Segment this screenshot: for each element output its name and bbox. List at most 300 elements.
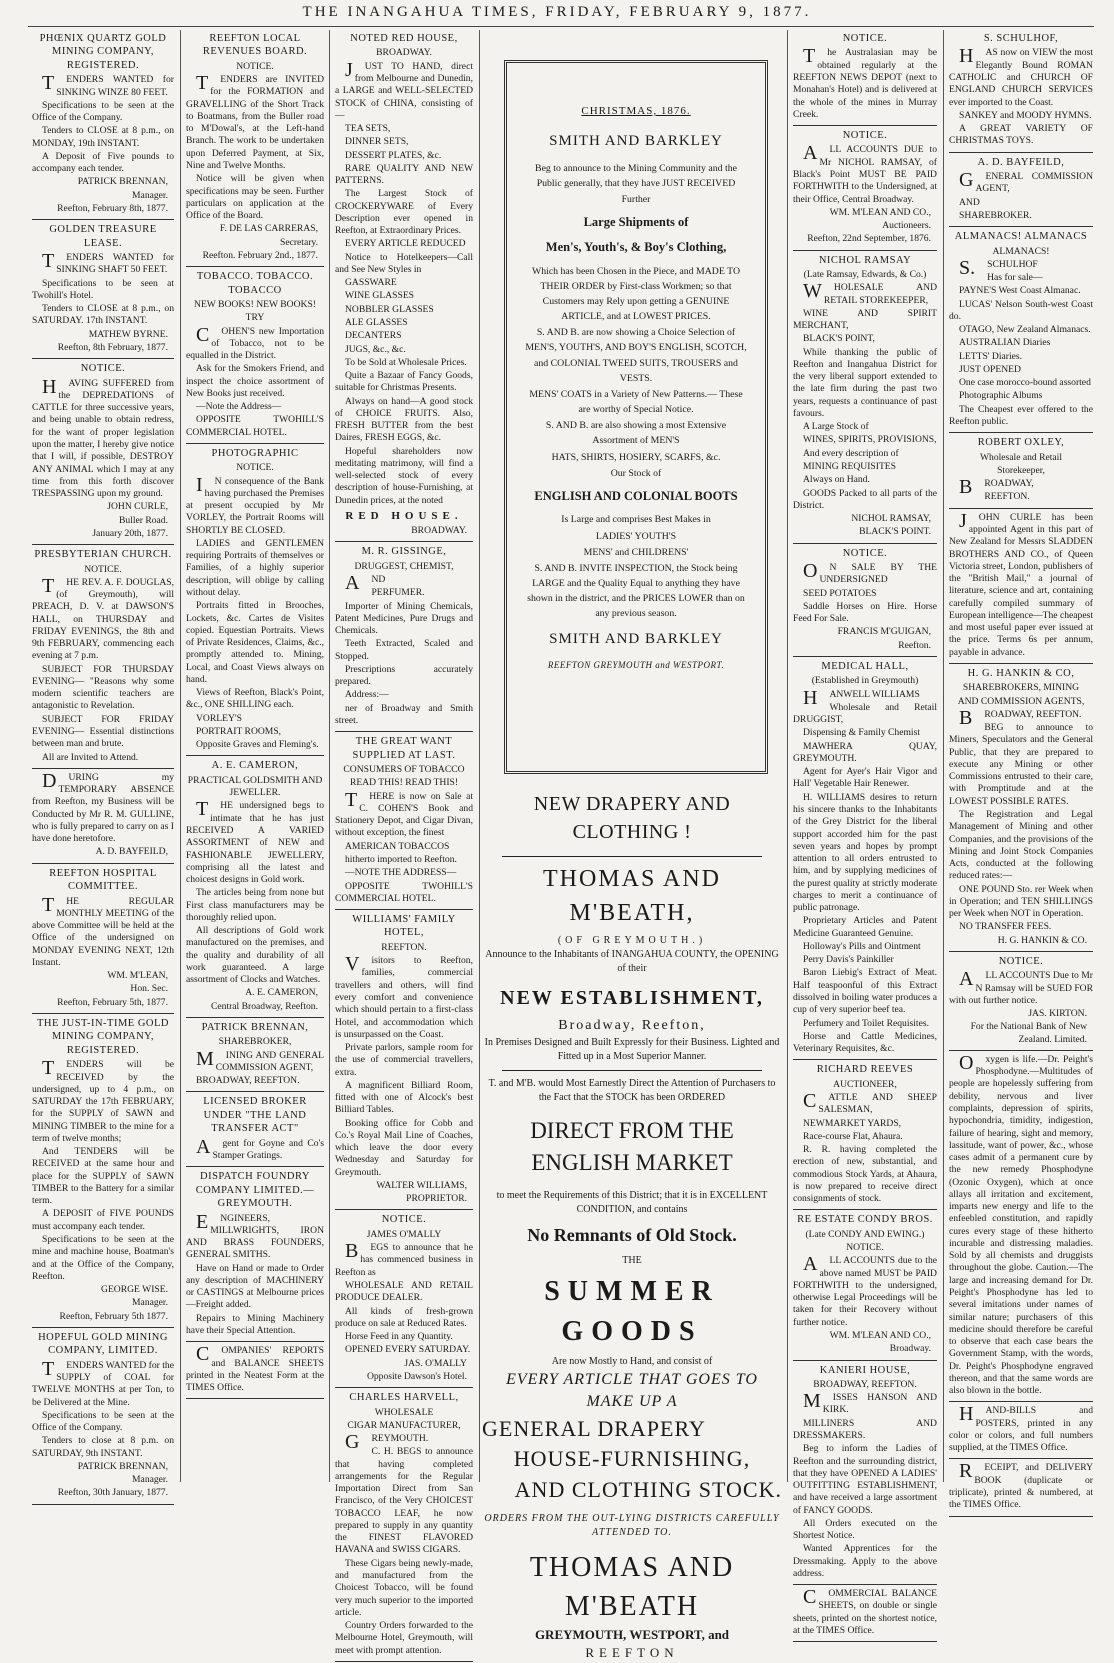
ad-signature: BROADWAY. — [411, 525, 467, 537]
ad-text: THE REGULAR MONTHLY MEETING of the above Committee will be held at the Office of the undersigned on MONDAY EVENING NEXT, 12th Instant. — [32, 893, 174, 968]
xmas-line: S. AND B. are now showing a Choice Selection of MEN'S, YOUTH'S, AND BOY'S ENGLISH, SCOTCH, and COLONIAL TWEED SUITS, TROUSERS and VESTS. — [525, 327, 747, 384]
advertisement — [793, 254, 937, 544]
ad-text: THE undersigned begs to intimate that he has just RECEIVED A VARIED ASSORTMENT of NEW and FASHIONABLE JEWELLERY, comprising all the latest and choicest designs in Gold work. — [186, 798, 324, 886]
ad-text: WHOLESALE AND RETAIL PRODUCE DEALER. — [335, 1279, 473, 1304]
ad-text: GOODS Packed to all parts of the District. — [793, 487, 937, 511]
ad-text: TENDERS WANTED for the SUPPLY of COAL for TWELVE MONTHS at per Ton, to be Delivered at the Mine. — [32, 1357, 174, 1408]
advertisement — [949, 436, 1093, 509]
ad-text: BROADWAY, REEFTON. — [959, 706, 1082, 729]
ad-signature: Reefton, 8th February, 1877. — [57, 341, 168, 353]
advertisement — [186, 1170, 324, 1342]
advertisement — [949, 509, 1093, 664]
ad-heading: GOLDEN TREASURE LEASE. — [49, 224, 157, 249]
tm-direct: DIRECT FROM THE ENGLISH MARKET — [530, 1117, 734, 1175]
tm-firm-footer: THOMAS AND M'BEATH — [529, 1551, 735, 1623]
advertisement — [949, 32, 1093, 153]
ad-text: HAVING SUFFERED from the DEPREDATIONS of CATTLE for three successive years, and being unable to obtain redress, for the want of proper legislation upon the matter, I hereby give notice that I will, if possible, DESTROY ANY ANIMAL which I may at any time from this forth discover TRESPASSING upon my ground. — [32, 375, 174, 500]
xmas-line: MENS' COATS in a Variety of New Patterns.— These are worthy of Special Notice. — [529, 388, 743, 416]
ad-heading: HOPEFUL GOLD MINING COMPANY, LIMITED. — [38, 1331, 168, 1357]
ad-text: TENDERS are INVITED for the FORMATION and GRAVELLING of the Short Track to Boatmans, from the Buller road to M'Dowal's, at the Left-hand Branch. The work to be undertaken upon Deferred Payment, at Six, Nine and Twelve Months. — [186, 72, 324, 171]
ad-text: NEWMARKET YARDS, — [803, 1117, 902, 1129]
ad-text: PERFUMER. — [371, 587, 425, 599]
ad-text: Tenders to CLOSE at 8 p.m., on SATURDAY. 17th INSTANT. — [32, 303, 174, 327]
column-6 — [945, 30, 1097, 1511]
ad-signature: BLACK'S POINT. — [859, 526, 931, 538]
advertisement — [793, 129, 937, 251]
ad-text: CATTLE AND SHEEP SALESMAN, — [803, 1090, 937, 1116]
ad-heading: M. R. GISSINGE, — [361, 546, 447, 558]
ad-text: ON SALE BY THE UNDERSIGNED — [803, 560, 937, 586]
ad-text: DECANTERS — [345, 330, 402, 342]
ad-text: Prescriptions accurately prepared. — [335, 663, 473, 688]
advertisement — [949, 1051, 1093, 1402]
column-rule — [180, 30, 181, 1482]
ad-text: H. WILLIAMS desires to return his sincere thanks to the Inhabitants of the Grey District for the liberal support accorded him for the past seven years and hopes by prompt attention to all orders entrusted to him, and by supplying medicines of the purest quality at strictly moderate charges to merit a continuance of public patronage. — [793, 791, 937, 914]
ad-text: COMPANIES' REPORTS and BALANCE SHEETS printed in the Neatest Form at the TIMES Office. — [186, 1343, 324, 1394]
ad-heading: DISPATCH FOUNDRY COMPANY LIMITED.—GREYMOUTH. — [195, 1171, 315, 1210]
ad-text: JUST TO HAND, direct from Melbourne and Dunedin, a LARGE and WELL-SELECTED STOCK of CHINA, consisting of— — [335, 58, 473, 121]
tm-house-furnishing: HOUSE-FURNISHING, — [513, 1446, 751, 1472]
ad-text: Holloway's Pills and Ointment — [803, 940, 921, 952]
ad-subheading: WHOLESALE — [374, 1406, 434, 1418]
ad-heading: NOTICE. — [998, 955, 1044, 967]
advertisement — [335, 735, 473, 910]
ad-text: —Note the Address— — [196, 401, 282, 413]
column-rule — [943, 30, 944, 1482]
ad-text: The Cheapest ever offered to the Reefton public. — [949, 403, 1093, 427]
ad-signature: GEORGE WISE. — [101, 1284, 168, 1296]
ad-text: To be Sold at Wholesale Prices. — [345, 356, 467, 368]
advertisement — [186, 447, 324, 757]
ad-text: VORLEY'S — [196, 712, 242, 724]
column-rule — [329, 30, 330, 1482]
ad-text: MILLINERS AND DRESSMAKERS. — [793, 1417, 937, 1441]
advertisement — [32, 1331, 174, 1505]
ad-subheading: (Late Ramsay, Edwards, & Co.) — [803, 269, 927, 281]
ad-subheading: CIGAR MANUFACTURER, — [347, 1419, 461, 1431]
ad-text: Oxygen is life.—Dr. Peight's Phosphodyne.—Multitudes of people are hopelessly suffering from debility, nervous and liver complaints, depression of spirits, hypochondria, timidity, indigestion, failure of hearing, sight and memory, lassitude, want of power, &c., whose cases admit of a permanent cure by the new remedy Phosphodyne (Ozonic Oxygen), which at once allays all irritation and excitement, imparts new energy and life to the enfeebled constitution, and rapidly cures every stage of these hitherto incurable and distressing maladies. Sold by all chemists and druggists throughout the globe. Caution.—The large and increasing demand for Dr. Peight's Phosphodyne has led to several imitations under names of similar nature; purchasers of this medicine should therefore be careful to observe that each case bears the Government Stamp, with the words, Dr. Peight's Phosphodyne engraved thereon, and that the same words are also blown in the bottle. — [949, 1051, 1093, 1397]
ad-text: AMERICAN TOBACCOS — [345, 840, 450, 852]
tm-summer-goods: SUMMER GOODS — [544, 1276, 720, 1347]
advertisement — [949, 667, 1093, 952]
ad-text: TENDERS will be RECEIVED by the undersigned, up to 4 p.m., on SATURDAY the 17th FEBRUARY, for the SUPPLY of SAWN and MINING TIMBER to the mine for a term of twelve months; — [32, 1057, 174, 1144]
ad-text: PORTRAIT ROOMS, — [196, 725, 282, 737]
advertisement — [32, 769, 174, 864]
ad-signature: MATHEW BYRNE. — [88, 328, 168, 340]
ad-text: BEGS to announce that he has commenced business in Reefton as — [335, 1240, 473, 1278]
ad-heading: ALMANACS! ALMANACS — [954, 231, 1088, 243]
xmas-headline-1: Large Shipments of — [583, 214, 689, 229]
ad-text: MISSES HANSON AND KIRK. — [803, 1390, 937, 1416]
tm-address: Broadway, Reefton, — [558, 1018, 706, 1034]
ad-subheading: DRUGGEST, CHEMIST, — [354, 560, 454, 572]
ad-text: Country Orders forwarded to the Melbourne Hotel, Greymouth, will meet with prompt attention. — [335, 1620, 473, 1656]
ad-text: Opposite Graves and Fleming's. — [196, 739, 319, 751]
ad-subheading: BROADWAY. — [376, 47, 432, 59]
ad-heading: MEDICAL HALL, — [821, 660, 909, 672]
ad-heading: NOTED RED HOUSE, — [350, 33, 458, 44]
thomas-mbeath-ad — [482, 786, 782, 1661]
ad-subheading: READ THIS! READ THIS! — [349, 777, 459, 789]
ad-text: SEED POTATOES — [803, 587, 877, 599]
ad-heading: RE ESTATE CONDY BROS. — [797, 1214, 933, 1226]
ad-text: MINING REQUISITES — [803, 461, 897, 473]
advertisement — [335, 32, 473, 542]
column-rule — [787, 30, 788, 1482]
ad-big-heading: RED HOUSE. — [345, 510, 463, 522]
tm-text-1: Announce to the Inhabitants of INANGAHUA COUNTY, the OPENING of their — [485, 949, 779, 975]
ad-text: ALL ACCOUNTS due to the above named MUST be PAID FORTHWITH to the undersigned, otherwise Legal Proceedings will be taken for their Recovery without further notice. — [793, 1253, 937, 1328]
advertisement — [186, 1345, 324, 1399]
ad-subheading: Storekeeper, — [997, 464, 1045, 476]
ad-text: AND — [959, 196, 980, 208]
ad-text: JUGS, &c., &c. — [345, 343, 406, 355]
ad-signature: WM. M'LEAN AND CO., — [829, 1329, 931, 1341]
ad-subheading: REEFTON. — [381, 941, 427, 953]
ad-heading: KANIERI HOUSE, — [819, 1364, 911, 1376]
advertisement — [793, 1213, 937, 1360]
advertisement — [793, 547, 937, 657]
xmas-text-1 — [523, 161, 749, 207]
ad-heading: CHARLES HARVELL, — [349, 1392, 459, 1404]
ad-text: The Largest Stock of CROCKERYWARE of Every Description ever opened in Reefton, at Extraordinary Prices. — [335, 188, 473, 237]
ad-heading: TOBACCO. TOBACCO. TOBACCO — [196, 271, 314, 296]
ad-text: Address:— — [345, 689, 389, 701]
ad-signature: Reefton, 30th January, 1877. — [57, 1487, 168, 1499]
ad-signature: For the National Bank of New Zealand. Limited. — [970, 1021, 1087, 1045]
ad-text: TENDERS WANTED for SINKING SHAFT 50 FEET. — [42, 250, 174, 276]
ad-text: HANWELL WILLIAMS — [803, 686, 920, 709]
advertisement — [186, 759, 324, 1017]
ad-text: AUSTRALIAN Diaries — [959, 337, 1051, 349]
ad-text: NOBBLER GLASSES — [345, 303, 434, 315]
ad-text: BROADWAY, — [959, 476, 1034, 499]
ad-signature: NICHOL RAMSAY, — [851, 513, 931, 525]
xmas-line: HATS, SHIRTS, HOSIERY, SCARFS, &c. — [551, 451, 721, 463]
tm-towns: GREYMOUTH, WESTPORT, and — [534, 1627, 730, 1643]
xmas-firm-footer: SMITH AND BARKLEY — [549, 630, 723, 647]
ad-signature: Reefton, February 8th, 1877. — [57, 202, 168, 214]
advertisement — [186, 1021, 324, 1093]
advertisement — [793, 32, 937, 126]
ad-signature: Manager. — [132, 1474, 168, 1486]
ad-heading: A. D. BAYFEILD, — [977, 156, 1065, 168]
column-1 — [28, 30, 178, 1499]
ad-heading: NOTICE. — [80, 363, 126, 375]
ad-subheading: NEW BOOKS! NEW BOOKS! — [194, 299, 316, 310]
tm-drapery: GENERAL DRAPERY — [482, 1415, 706, 1441]
christmas-ad — [504, 60, 768, 774]
ad-text: A GREAT VARIETY OF CHRISTMAS TOYS. — [949, 123, 1093, 147]
ad-text: All kinds of fresh-grown produce on sale at Reduced Rates. — [335, 1305, 473, 1329]
ad-text: RARE QUALITY AND NEW PATTERNS. — [335, 162, 473, 187]
masthead: THE INANGAHUA TIMES, FRIDAY, FEBRUARY 9, 1877. — [302, 4, 812, 20]
advertisement — [32, 223, 174, 359]
ad-signature: FRANCIS M'GUIGAN, — [837, 626, 931, 638]
ad-text: Proprietary Articles and Patent Medicine Guaranteed Genuine. — [793, 915, 937, 939]
ad-text: hitherto imported to Reefton. — [345, 853, 457, 865]
ad-text: Agent for Goyne and Co's Stamper Gratings. — [196, 1135, 324, 1162]
advertisement — [793, 1588, 937, 1642]
xmas-towns: REEFTON GREYMOUTH and WESTPORT. — [547, 659, 725, 670]
ad-subheading: NOTICE. — [236, 60, 274, 72]
ad-text: IN consequence of the Bank having purchased the Premises at present occupied by Mr VORLEY, the Portrait Rooms will SHORTLY BE CLOSED. — [186, 473, 324, 536]
ad-text: The Registration and Legal Management of Mining and other Companies, and the provisions of the Mining and Joint Stock Companies Acts, conducted at the following reduced rates:— — [949, 809, 1093, 882]
ad-signature: Buller Road. — [118, 514, 168, 526]
advertisement — [949, 230, 1093, 433]
ad-text: DURING my TEMPORARY ABSENCE from Reefton, my Business will be Conducted by Mr R. M. GULLINE, who is fully prepared to carry on as I have done heretofore. — [32, 769, 174, 845]
ad-text: WINE GLASSES — [345, 290, 415, 302]
ad-heading: H. G. HANKIN & CO, — [967, 667, 1075, 679]
ad-text: A DEPOSIT of FIVE POUNDS must accompany each tender. — [32, 1208, 174, 1232]
advertisement — [335, 545, 473, 732]
ad-subheading: AND COMMISSION AGENTS, — [957, 695, 1085, 707]
ad-text: Specifications to be seen at the Office of the Company. — [32, 99, 174, 124]
ad-text: Race-course Flat, Ahaura. — [803, 1130, 903, 1142]
ad-text: Notice will be given when specifications may be seen. Further particulars on application at the Office of the Board. — [186, 173, 324, 222]
advertisement — [186, 1095, 324, 1167]
xmas-headline-2: Men's, Youth's, & Boy's Clothing, — [545, 240, 727, 255]
ad-signature: WM. M'LEAN, — [107, 970, 168, 982]
ad-text: Horse and Cattle Medicines, Veterinary Requisites, &c. — [793, 1030, 937, 1055]
tm-rule — [502, 1070, 762, 1071]
ad-text: S.SCHULHOF — [959, 256, 1038, 279]
ad-text: Notice to Hotelkeepers—Call and See New Styles in — [335, 251, 473, 275]
ad-text: Importer of Mining Chemicals, Patent Medicines, Pure Drugs and Chemicals. — [335, 600, 473, 637]
ad-subheading: Wholesale and Retail — [979, 451, 1063, 463]
ad-subheading: AUCTIONEER, — [833, 1078, 897, 1090]
advertisement — [335, 913, 473, 1210]
ad-signature: Secretary. — [280, 236, 318, 248]
ad-subheading: NOTICE. — [846, 1242, 884, 1254]
ad-text: Booking office for Cobb and Co.'s Royal Mail Line of Coaches, which leave the door every Wednesday and Saturday for Greymouth. — [335, 1117, 473, 1178]
tm-text-5: Are now Mostly to Hand, and consist of — [551, 1355, 713, 1367]
tm-establishment: NEW ESTABLISHMENT, — [500, 987, 764, 1010]
ad-text: OTAGO, New Zealand Almanacs. — [959, 324, 1091, 336]
ad-text: Baron Liebig's Extract of Meat. Half teaspoonful of this Extract dissolved in boiling water produces a cup of very superior beef tea. — [793, 967, 937, 1016]
ad-signature: Manager. — [132, 1297, 168, 1309]
ad-text: DINNER SETS, — [345, 136, 409, 148]
ad-signature: H. G. HANKIN & CO. — [997, 934, 1087, 946]
ad-subheading: NOTICE. — [84, 563, 122, 575]
ad-text: One case morocco-bound assorted — [959, 377, 1091, 389]
ad-signature: Central Broadway, Reefton. — [210, 1000, 318, 1012]
ad-heading: THE GREAT WANT SUPPLIED AT LAST. — [352, 736, 456, 761]
advertisement — [793, 660, 937, 1060]
xmas-line: S. AND B. are also showing a most Extensive Assortment of MEN'S — [545, 420, 727, 447]
ad-text: Saddle Horses on Hire. Horse Feed For Sale. — [793, 600, 937, 625]
ad-text: Wholesale and Retail DRUGGIST, — [793, 701, 937, 726]
ad-text: And TENDERS will be RECEIVED at the same hour and place for the SUPPLY of SAWN TIMBER to the Battery for a similar term. — [32, 1146, 174, 1207]
ad-subheading: ALMANACS! — [992, 245, 1050, 257]
ad-heading: ROBERT OXLEY, — [977, 437, 1065, 449]
advertisement — [32, 362, 174, 545]
ad-text: C. H. BEGS to announce that having completed arrangements for the Regular Importation Direct from San Francisco, of the Very CHOICEST TOBACCO LEAF, he now prepared to supply in any quantity the FINEST FLAVORED HAVANA and SWISS CIGARS. — [335, 1446, 473, 1556]
ad-text: A Large Stock of — [803, 421, 869, 433]
tm-text-4: to meet the Requirements of this District; that it is in EXCELLENT CONDITION, and contains — [496, 1190, 768, 1216]
advertisement — [32, 1017, 174, 1328]
ad-text: SUBJECT FOR THURSDAY EVENING— "Reasons why some modern scientific teachers are antagonistic to Revelation. — [32, 663, 174, 712]
advertisement — [32, 548, 174, 769]
ad-signature: Reefton, February 5th, 1877. — [57, 996, 168, 1008]
ad-signature: A. D. BAYFEILD, — [95, 846, 168, 858]
ad-text: All are Invited to Attend. — [42, 751, 139, 763]
ad-text: JUST OPENED — [959, 363, 1021, 375]
ad-subheading: SHAREBROKERS, MINING — [962, 682, 1080, 694]
ad-heading: THE JUST-IN-TIME GOLD MINING COMPANY, REGISTERED. — [36, 1017, 169, 1056]
ad-text: SUBJECT FOR FRIDAY EVENING— Essential distinctions between man and brute. — [32, 713, 174, 750]
ad-heading: PHOTOGRAPHIC — [211, 447, 299, 459]
ad-text: A Deposit of Five pounds to accompany each tender. — [32, 150, 174, 175]
ad-signature: JAS. KIRTON. — [1028, 1008, 1087, 1020]
ad-signature: WM. M'LEAN AND CO., — [829, 206, 931, 218]
ad-text: Photographic Albums — [959, 390, 1043, 402]
ad-heading: NOTICE. — [842, 130, 888, 142]
ad-signature: A. E. CAMERON, — [245, 987, 318, 999]
ad-text: ALL ACCOUNTS DUE to Mr NICHOL RAMSAY, of Black's Point MUST BE PAID FORTHWITH to the Undersigned, at their Office, Central Broadway. — [793, 142, 937, 205]
ad-text: Teeth Extracted, Scaled and Stopped. — [335, 638, 473, 662]
advertisement — [793, 1063, 937, 1210]
ad-text: OPPOSITE TWOHILL'S COMMERCIAL HOTEL. — [186, 414, 324, 438]
ad-text: All descriptions of Gold work manufactured on the premises, and the quality and durability of all work guaranteed. A large assortment of Clocks and Watches. — [186, 925, 324, 986]
tm-firm: THOMAS AND M'BEATH, — [542, 866, 721, 926]
ad-heading: NOTICE. — [842, 547, 888, 559]
tm-rule — [502, 856, 762, 857]
tm-remnants: No Remnants of Old Stock. — [527, 1225, 737, 1246]
ad-signature: Manager. — [132, 189, 168, 201]
xmas-line: MENS' and CHILDRENS' — [583, 546, 689, 558]
column-3 — [331, 30, 477, 1656]
ad-heading: REEFTON HOSPITAL COMMITTEE. — [49, 867, 157, 893]
tm-firm-sub: (OF GREYMOUTH.) — [557, 935, 707, 947]
ad-text: ner of Broadway and Smith street. — [335, 702, 473, 726]
ad-heading: PATRICK BRENNAN, — [201, 1021, 309, 1033]
ad-text: Dispensing & Family Chemist — [803, 727, 920, 739]
ad-heading: RICHARD REEVES — [816, 1064, 914, 1076]
ad-signature: Auctioneers. — [882, 220, 931, 232]
ad-signature: Reefton, February 5th 1877. — [59, 1310, 168, 1322]
advertisement — [949, 1405, 1093, 1459]
ad-text: Quite a Bazaar of Fancy Goods, suitable for Christmas Presents. — [335, 370, 473, 394]
ad-text: Perfumery and Toilet Requisites. — [803, 1017, 929, 1029]
ad-text: MAWHERA QUAY, GREYMOUTH. — [793, 740, 937, 764]
xmas-title: CHRISTMAS, 1876. — [581, 105, 691, 117]
column-rule — [479, 30, 480, 1482]
ad-text: PAYNE'S West Coast Almanac. — [959, 285, 1081, 297]
ad-text: The articles being from none but First class manufacturers may be thoroughly relied upon. — [186, 887, 324, 923]
ad-text: OPPOSITE TWOHILL'S COMMERCIAL HOTEL. — [335, 880, 473, 904]
ad-signature: JOHN CURLE, — [107, 501, 168, 513]
column-5 — [789, 30, 941, 1636]
ad-text: COMMERCIAL BALANCE SHEETS, on double or single sheets, printed on the shortest notice, at the TIMES Office. — [793, 1586, 937, 1636]
ad-text: EVERY ARTICLE REDUCED — [345, 238, 466, 250]
ad-text: Perry Davis's Painkiller — [803, 954, 894, 966]
ad-text: Hopeful shareholders now meditating matrimony, will find a well-selected stock of every description of house-Furnishing, at Dunedin prices, at the noted — [335, 445, 473, 506]
ad-subheading: SHAREBROKER, — [218, 1036, 292, 1048]
advertisement — [949, 156, 1093, 228]
ad-signature: Hon. Sec. — [130, 983, 168, 995]
advertisement — [335, 1391, 473, 1662]
ad-text: HAND-BILLS and POSTERS, printed in any color or colors, and full numbers supplied, at the TIMES Office. — [949, 1403, 1093, 1454]
ad-text: WINE AND SPIRIT MERCHANT, — [793, 307, 937, 332]
ad-text: ENGINEERS, MILLWRIGHTS, IRON AND BRASS FOUNDERS, GENERAL SMITHS. — [186, 1210, 324, 1261]
ad-text: TENDERS WANTED for SINKING WINZE 80 FEET. — [42, 72, 174, 98]
ad-text: Wanted Apprentices for the Dressmaking. Apply to the above address. — [793, 1543, 937, 1579]
ad-heading: PHŒNIX QUARTZ GOLD MINING COMPANY, REGISTERED. — [39, 33, 167, 71]
ad-text: LUCAS' Nelson South-west Coast do. — [949, 298, 1093, 322]
advertisement — [949, 1462, 1093, 1516]
advertisement — [949, 955, 1093, 1051]
tm-clothing: AND CLOTHING STOCK. — [514, 1477, 782, 1503]
xmas-firm: SMITH AND BARKLEY — [549, 133, 723, 150]
ad-text: Views of Reefton, Black's Point, &c., ONE SHILLING each. — [186, 687, 324, 711]
ad-subheading: JAMES O'MALLY — [366, 1228, 442, 1240]
ad-text: NO TRANSFER FEES. — [959, 921, 1052, 933]
masthead-rule — [28, 26, 1094, 27]
ad-text: THERE is now on Sale at C. COHEN'S Book and Stationery Depot, and Cigar Divan, without exception, the finest — [335, 788, 473, 839]
ad-text: These Cigars being newly-made, and manufactured from the Choicest Tobacco, will be found very much superior to the imported article. — [335, 1557, 473, 1618]
ad-text: Tenders to close at 8 p.m. on SATURDAY, 9th INSTANT. — [32, 1435, 174, 1459]
ad-text: LETTS' Diaries. — [959, 350, 1023, 362]
ad-text: Beg to inform the Ladies of Reefton and the surrounding district, that they have OPENED A LADIES' OUTFITTING ESTABLISHMENT, and have received a large assortment of FANCY GOODS. — [793, 1443, 937, 1516]
ad-signature: Reefton. — [898, 639, 931, 651]
ad-subheading: (Late CONDY AND EWING.) — [805, 1228, 925, 1240]
ad-heading: NOTICE. — [842, 33, 888, 44]
ad-signature: WALTER WILLIAMS, — [376, 1179, 467, 1191]
ad-text: Always on Hand. — [803, 474, 870, 486]
ad-text: The Australasian may be obtained regularly at the REEFTON NEWS DEPOT (next to Monahan's Hotel) and is delivered at the whole of the mines in Murray Creek. — [793, 45, 937, 120]
ad-text: Agent for Ayer's Hair Vigor and Hall' Vegetable Hair Renewer. — [793, 766, 937, 790]
ad-signature: PATRICK BRENNAN, — [77, 176, 168, 188]
xmas-line: Is Large and comprises Best Makes in — [561, 514, 711, 526]
ad-text: Private parlors, sample room for the use of commercial travellers, extra. — [335, 1042, 473, 1078]
ad-text: MINING AND GENERAL COMMISSION AGENT, — [196, 1047, 324, 1073]
ad-text: BROADWAY, REEFTON. — [196, 1075, 300, 1087]
ad-text: All Orders executed on the Shortest Notice. — [793, 1517, 937, 1542]
ad-text: Specifications to be seen at Twohill's Hotel. — [32, 277, 174, 301]
tm-text-2: In Premises Designed and Built Expressly for their Business. Lighted and Fitted up in a Most Superior Manner. — [484, 1036, 780, 1062]
ad-text: SHAREBROKER. — [959, 209, 1032, 221]
advertisement — [32, 867, 174, 1014]
tm-text-3: T. and M'B. would Most Earnestly Direct the Attention of Purchasers to the Fact that the STOCK has been ORDERED — [488, 1077, 776, 1103]
xmas-line: LADIES' YOUTH'S — [595, 530, 677, 542]
ad-text: GASSWARE — [345, 277, 397, 289]
ad-text: TEA SETS, — [345, 123, 391, 135]
ad-heading: LICENSED BROKER UNDER "THE LAND TRANSFER ACT" — [203, 1096, 307, 1135]
ad-text: Specifications to be seen at the Office of the Company. — [32, 1409, 174, 1434]
ad-signature: F. DE LAS CARRERAS, — [219, 223, 318, 235]
tm-reefton: REEFTON — [585, 1645, 679, 1661]
ad-heading: NICHOL RAMSAY — [818, 254, 912, 266]
ad-heading: A. E. CAMERON, — [211, 760, 299, 772]
advertisement — [32, 32, 174, 220]
ad-text: DESSERT PLATES, &c. — [345, 149, 442, 161]
xmas-text-3 — [523, 512, 749, 621]
ad-text: Tenders to CLOSE at 8 p.m., on MONDAY, 19th INSTANT. — [32, 125, 174, 149]
ad-subheading: (Established in Greymouth) — [811, 675, 919, 687]
ad-text: Always on hand—A good stock of CHOICE FRUITS. Also, FRESH BUTTER from the best Daires, FRESH EGGS, &c. — [335, 395, 473, 444]
ad-subheading: BROADWAY, REEFTON. — [813, 1378, 917, 1390]
ad-signature: Broadway. — [889, 1343, 931, 1355]
ad-text: —NOTE THE ADDRESS— — [345, 867, 457, 879]
tm-the: THE — [622, 1255, 642, 1267]
tm-headline: NEW DRAPERY AND CLOTHING ! — [533, 793, 731, 843]
ad-heading: REEFTON LOCAL REVENUES BOARD. — [202, 33, 308, 58]
ad-text: GENERAL COMMISSION AGENT, — [959, 169, 1093, 195]
ad-signature: Opposite Dawson's Hotel. — [366, 1370, 467, 1382]
ad-subheading: NOTICE. — [236, 462, 274, 474]
tm-every-article: EVERY ARTICLE THAT GOES TO MAKE UP A — [506, 1370, 758, 1411]
